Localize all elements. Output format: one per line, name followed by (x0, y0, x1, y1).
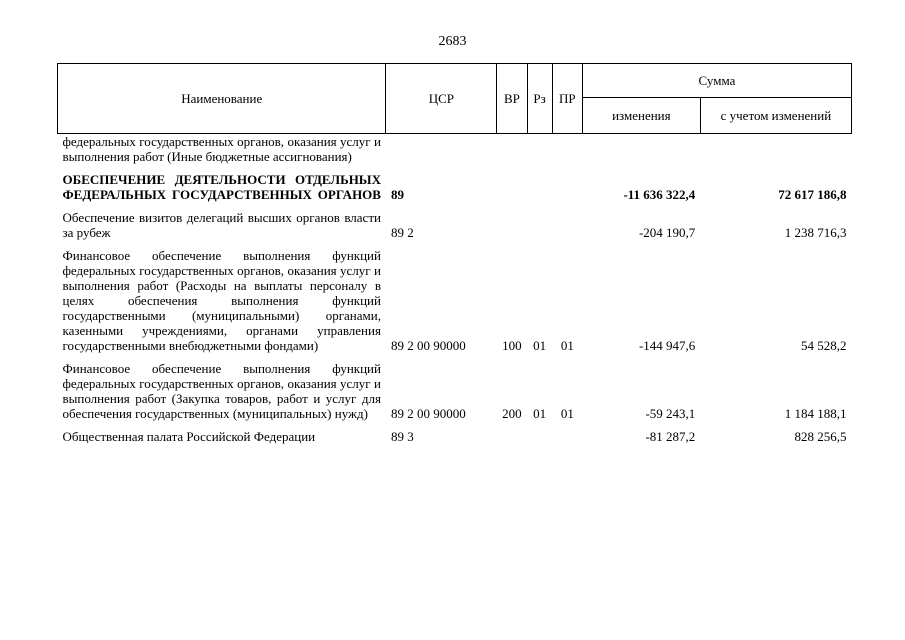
row-total: 72 617 186,8 (778, 187, 847, 202)
row-pr (552, 429, 582, 444)
table-row (58, 429, 852, 444)
row-vr: 100 (502, 338, 522, 353)
header-with-change: с учетом изменений (700, 98, 851, 134)
row-vr (497, 210, 527, 240)
header-change: изменения (582, 98, 700, 134)
row-csr: 89 3 (390, 429, 414, 444)
row-csr (386, 134, 497, 165)
row-total: 1 238 716,3 (784, 225, 847, 240)
table-row (58, 172, 852, 202)
row-rz (527, 429, 552, 444)
row-vr (497, 172, 527, 202)
table-row (58, 361, 852, 421)
header-vr: ВР (497, 64, 527, 134)
row-name: Обеспечение визитов делегаций высших органов власти за рубеж (62, 210, 381, 240)
row-change: -81 287,2 (645, 429, 696, 444)
row-rz: 01 (533, 406, 547, 421)
row-total: 828 256,5 (794, 429, 847, 444)
budget-table (57, 63, 852, 444)
row-change: -11 636 322,4 (623, 187, 696, 202)
row-total: 1 184 188,1 (784, 406, 847, 421)
row-rz (527, 210, 552, 240)
table-row (58, 210, 852, 240)
table-row (58, 134, 852, 165)
row-name: федеральных государственных органов, оказания услуг и выполнения работ (Иные бюджетные ассигнования) (62, 134, 381, 164)
row-name: ОБЕСПЕЧЕНИЕ ДЕЯТЕЛЬНОСТИ ОТДЕЛЬНЫХ ФЕДЕРАЛЬНЫХ ГОСУДАРСТВЕННЫХ ОРГАНОВ (62, 172, 381, 202)
row-csr: 89 2 00 90000 (390, 338, 466, 353)
table-header (58, 64, 852, 134)
header-pr: ПР (552, 64, 582, 134)
header-name: Наименование (58, 64, 386, 134)
row-vr (497, 429, 527, 444)
table-body (58, 134, 852, 445)
row-pr (552, 172, 582, 202)
row-change: -144 947,6 (638, 338, 696, 353)
row-change: -59 243,1 (645, 406, 696, 421)
row-pr (552, 210, 582, 240)
row-pr: 01 (560, 406, 574, 421)
row-change: -204 190,7 (638, 225, 696, 240)
header-sum: Сумма (582, 64, 851, 98)
row-rz (527, 134, 552, 165)
row-pr (552, 134, 582, 165)
row-name: Общественная палата Российской Федерации (62, 429, 316, 444)
row-rz (527, 172, 552, 202)
row-csr: 89 (390, 187, 404, 202)
table-row (58, 248, 852, 353)
header-rz: Рз (527, 64, 552, 134)
row-vr (497, 134, 527, 165)
row-total (700, 134, 851, 165)
row-csr: 89 2 00 90000 (390, 406, 466, 421)
row-vr: 200 (502, 406, 522, 421)
row-csr: 89 2 (390, 225, 414, 240)
row-change (582, 134, 700, 165)
row-name: Финансовое обеспечение выполнения функций федеральных государственных органов, оказания услуг и выполнения работ (Закупка товаров, работ и услуг для обеспечения государственных (муниципальных) нужд) (62, 361, 381, 421)
row-rz: 01 (533, 338, 547, 353)
header-csr: ЦСР (386, 64, 497, 134)
row-name: Финансовое обеспечение выполнения функций федеральных государственных органов, оказания услуг и выполнения работ (Расходы на выплаты персоналу в целях обеспечения выполнения функций государственными (муниципальными) органами, казенными учреждениями, органами управления государственными внебюджетными фондами) (62, 248, 381, 353)
row-pr: 01 (560, 338, 574, 353)
row-total: 54 528,2 (801, 338, 847, 353)
page-number: 2683 (438, 34, 467, 49)
